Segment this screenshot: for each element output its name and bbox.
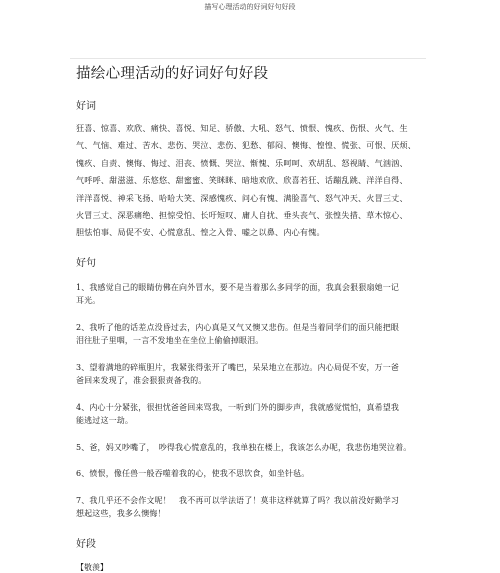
sentence-line: 爸回来发现了，准会狠狠责备我的。 xyxy=(76,376,207,386)
words-line: 愧疚、自责、懊悔、悔过、泪丧、愤慨、哭泣、惭愧、乐呵呵、欢胡乱、怒视睛、气汹汹、 xyxy=(76,157,408,168)
words-heading: 好词 xyxy=(76,101,96,112)
sentence-item xyxy=(76,494,426,521)
words-line: 火冒三丈、深恶痛绝、担惊受怕、长吁短叹、庸人自扰、垂头丧气、张惶失措、草木惊心、 xyxy=(76,210,408,221)
document-title: 描绘心理活动的好词好句好段 xyxy=(76,66,269,82)
words-block xyxy=(76,120,426,242)
words-line: 狂喜、惊喜、欢欣、痛快、喜悦、知足、骄傲、大吼、怒气、愤恨、愧疚、伤恨、火气、生 xyxy=(76,123,408,133)
sentence-line: 3、望着满地的碎瓶胆片，我紧张得张开了嘴巴，呆呆地立在那边。内心局促不安，万一爸 xyxy=(76,362,400,372)
sentence-line: 4、内心十分紧张，很担忧爸爸回来骂我，一听到门外的脚步声，我就感觉慌怕，真希望我 xyxy=(76,402,400,412)
sentence-line: 1、我感觉自己的眼睛仿佛在向外冒水，要不是当着那么多同学的面，我真会狠狠扇她一记 xyxy=(76,282,400,292)
sentence-item xyxy=(76,281,426,308)
sentence-item xyxy=(76,441,426,455)
sentence-line: 能逃过这一劫。 xyxy=(76,416,134,426)
sentence-item xyxy=(76,401,426,428)
words-line: 洋洋喜悦、神采飞扬、哈哈大笑、深感愧疚、问心有愧、满脸喜气、怒气冲天、火冒三丈、 xyxy=(76,192,408,203)
sentence-line: 耳光。 xyxy=(76,296,101,306)
paragraph-tag: 【敬羡】 xyxy=(76,562,108,572)
sentence-line: 想起这些，我多么懊悔！ xyxy=(76,509,166,519)
divider xyxy=(70,58,426,59)
sentence-item xyxy=(76,467,426,481)
sentence-line: 6、愤恨，像任兽一般吞噬着我的心，使我不思饮食，如坐针毡。 xyxy=(76,469,310,479)
sentence-item xyxy=(76,361,426,388)
words-line: 气、气恼、难过、苦水、悲伤、哭泣、悲伤、犯愁、郁闷、懊悔、惶惶、慌张、可恨、厌烦、 xyxy=(76,140,417,151)
sentence-item xyxy=(76,321,426,348)
words-line: 胆怯怕事、局促不安、心慌意乱、惶之入骨、嘘之以鼻、内心有愧。 xyxy=(76,227,325,238)
words-line: 气呼呼、甜滋滋、乐悠悠、甜蜜蜜、笑眯眯、暗地欢欣、欣喜若狂、话蹦乱跳、洋洋自得、 xyxy=(76,175,408,186)
sentences-heading: 好句 xyxy=(76,257,96,269)
sentence-line: 7、我几乎还不会作文呢！ 我不再可以学法语了！莫非这样就算了吗？我以前没好勤学习 xyxy=(76,495,400,505)
paragraphs-heading: 好段 xyxy=(76,538,96,550)
document-page xyxy=(76,62,426,573)
sentence-line: 2、我听了他的话差点没昏过去，内心真是又气又懊又悲伤。但是当着同学们的面只能把眼 xyxy=(76,322,400,332)
document-header: 描写心理活动的好词好句好段 xyxy=(204,3,296,11)
sentence-line: 5、爸，妈又吵嘴了， 吵得我心慌意乱的，我单独在楼上，我该怎么办呢，我悲伤地哭泣着。 xyxy=(76,442,412,452)
sentence-line: 泪往肚子里咽，一言不发地坐在坐位上偷偷掉眼泪。 xyxy=(76,336,264,346)
